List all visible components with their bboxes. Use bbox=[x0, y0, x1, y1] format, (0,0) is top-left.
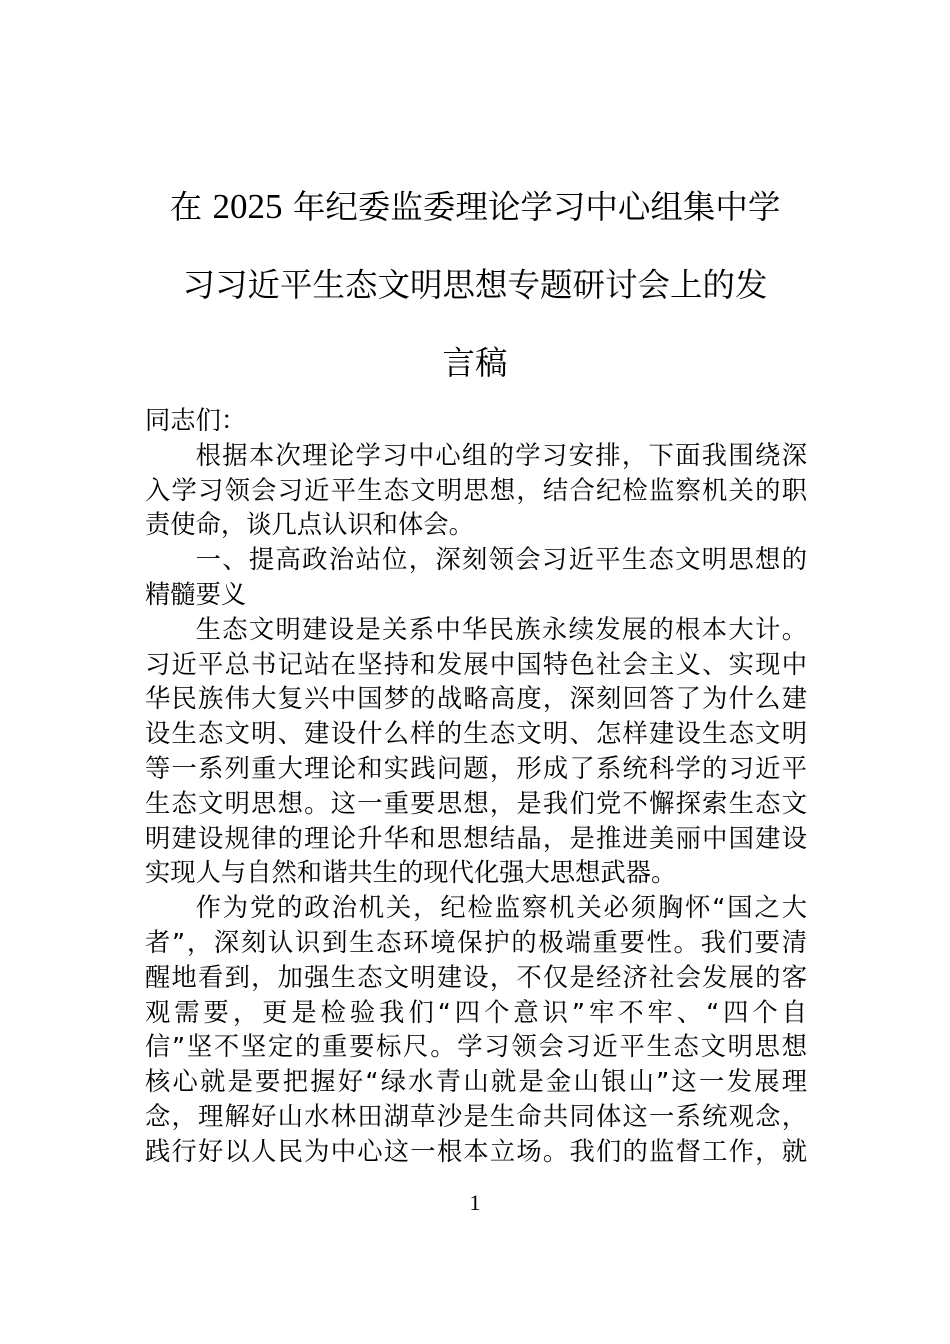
title-text: 在 bbox=[169, 188, 213, 226]
text-line: 习近平总书记站在坚持和发展中国特色社会主义、实现中 bbox=[145, 649, 807, 679]
text-line: 生态文明思想。这一重要思想，是我们党不懈探索生态文 bbox=[145, 788, 807, 818]
paragraph-1 bbox=[145, 613, 807, 891]
document-title bbox=[140, 168, 810, 402]
text-line: 入学习领会习近平生态文明思想，结合纪检监察机关的职 bbox=[145, 475, 807, 505]
text-line: 践行好以人民为中心这一根本立场。我们的监督工作，就 bbox=[145, 1136, 807, 1166]
text-line: 华民族伟大复兴中国梦的战略高度，深刻回答了为什么建 bbox=[145, 684, 807, 714]
heading-line: 精髓要义 bbox=[145, 579, 247, 609]
salutation: 同志们： bbox=[145, 406, 247, 435]
document-body bbox=[145, 404, 807, 1170]
title-text: 年纪委监委理论学习中心组集中学 bbox=[282, 188, 781, 226]
text-line: 责使命，谈几点认识和体会。 bbox=[145, 510, 474, 540]
text-line: 设生态文明、建设什么样的生态文明、怎样建设生态文明 bbox=[145, 719, 807, 749]
text-line: 实现人与自然和谐共生的现代化强大思想武器。 bbox=[145, 858, 677, 888]
text-line: 根据本次理论学习中心组的学习安排，下面我围绕深 bbox=[195, 440, 807, 470]
section-heading-1 bbox=[145, 543, 807, 613]
title-line-2: 习习近平生态文明思想专题研讨会上的发 bbox=[182, 266, 768, 304]
paragraph-2 bbox=[145, 891, 807, 1169]
heading-line: 一、提高政治站位，深刻领会习近平生态文明思想的 bbox=[195, 545, 807, 575]
page-number: 1 bbox=[469, 1190, 481, 1215]
text-line: 信”坚不坚定的重要标尺。学习领会习近平生态文明思想 bbox=[145, 1032, 807, 1062]
text-line: 观需要，更是检验我们“四个意识”牢不牢、“四个自 bbox=[145, 997, 807, 1027]
text-line: 念，理解好山水林田湖草沙是生命共同体这一系统观念， bbox=[145, 1101, 807, 1131]
text-line: 者”，深刻认识到生态环境保护的极端重要性。我们要清 bbox=[145, 927, 807, 957]
text-line: 生态文明建设是关系中华民族永续发展的根本大计。 bbox=[195, 614, 807, 644]
title-line-3: 言稿 bbox=[442, 344, 508, 382]
text-line: 作为党的政治机关，纪检监察机关必须胸怀“国之大 bbox=[195, 893, 807, 923]
title-year: 2025 bbox=[212, 187, 283, 226]
text-line: 等一系列重大理论和实践问题，形成了系统科学的习近平 bbox=[145, 753, 807, 783]
title-line-1 bbox=[140, 168, 810, 246]
text-line: 核心就是要把握好“绿水青山就是金山银山”这一发展理 bbox=[145, 1067, 807, 1097]
text-line: 醒地看到，加强生态文明建设，不仅是经济社会发展的客 bbox=[145, 962, 807, 992]
paragraph-intro bbox=[145, 439, 807, 543]
text-line: 明建设规律的理论升华和思想结晶，是推进美丽中国建设 bbox=[145, 823, 807, 853]
